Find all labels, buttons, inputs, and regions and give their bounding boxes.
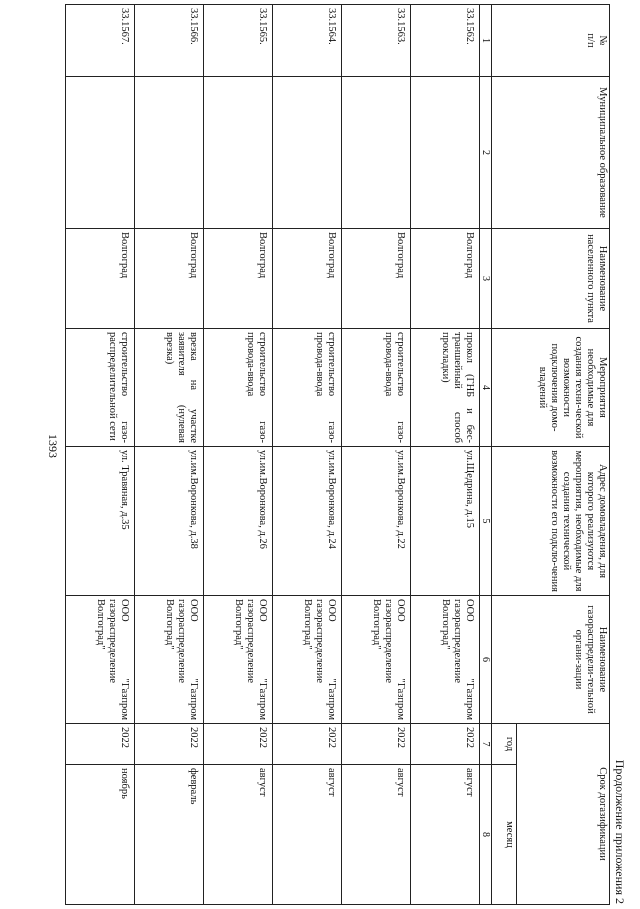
header-address: Адрес домовладения, для которого реализуются мероприятия, необходимые для создания технической возможности его подклю-чения	[492, 447, 610, 596]
header-term: Срок догазификации	[517, 724, 610, 905]
column-number: 7	[480, 724, 492, 765]
header-year: год	[492, 724, 517, 765]
year-cell: 2022	[204, 724, 273, 765]
measures-cell: строительство газо-распределительной сети	[66, 329, 135, 447]
gdo-cell: ООО "Газпром газораспределение Волгоград"	[342, 596, 411, 724]
column-number: 1	[480, 5, 492, 77]
row-number: 33.1567.	[66, 5, 135, 77]
gdo-cell: ООО "Газпром газораспределение Волгоград"	[135, 596, 204, 724]
rotated-page	[70, 4, 630, 909]
gdo-cell: ООО "Газпром газораспределение Волгоград"	[273, 596, 342, 724]
table-row	[66, 5, 135, 905]
gdo-cell: ООО "Газпром газораспределение Волгоград"	[204, 596, 273, 724]
row-number: 33.1564.	[273, 5, 342, 77]
address-cell: ул.Щедрина, д.15	[411, 447, 480, 596]
municipality-cell	[273, 77, 342, 229]
appendix-title: Продолжение приложения 2	[613, 759, 627, 904]
settlement-cell: Волгоград	[204, 229, 273, 329]
table-row	[204, 5, 273, 905]
column-number: 8	[480, 765, 492, 905]
measures-cell: врезка на участке заявителя (нулевая врезка)	[135, 329, 204, 447]
header-gdo: Наименование газораспредели-тельной органи-зации	[492, 596, 610, 724]
settlement-cell: Волгоград	[411, 229, 480, 329]
measures-cell: прокол (ГНБ и бес-траншейный способ прокладки)	[411, 329, 480, 447]
municipality-cell	[411, 77, 480, 229]
year-cell: 2022	[66, 724, 135, 765]
municipality-cell	[342, 77, 411, 229]
table-row	[135, 5, 204, 905]
row-number: 33.1562.	[411, 5, 480, 77]
month-cell: август	[342, 765, 411, 905]
gdo-cell: ООО "Газпром газораспределение Волгоград"	[411, 596, 480, 724]
address-cell: ул.им.Воронкова, д.38	[135, 447, 204, 596]
header-no: № п/п	[492, 5, 610, 77]
column-number-row	[480, 5, 492, 905]
table-row	[342, 5, 411, 905]
year-cell: 2022	[411, 724, 480, 765]
measures-cell: строительство газо-провода-ввода	[273, 329, 342, 447]
column-number: 6	[480, 596, 492, 724]
settlement-cell: Волгоград	[66, 229, 135, 329]
month-cell: август	[411, 765, 480, 905]
header-municipality: Муниципальное образование	[492, 77, 610, 229]
address-cell: ул.им.Воронкова, д.26	[204, 447, 273, 596]
column-number: 2	[480, 77, 492, 229]
address-cell: ул. Травяная, д.35	[66, 447, 135, 596]
month-cell: ноябрь	[66, 765, 135, 905]
gasification-table	[65, 4, 610, 905]
header-measures: Мероприятия необходимые для создания техни-ческой возможности подключения домо-владений	[492, 329, 610, 447]
row-number: 33.1565.	[204, 5, 273, 77]
row-number: 33.1563.	[342, 5, 411, 77]
municipality-cell	[204, 77, 273, 229]
page-number: 1393	[46, 434, 60, 458]
address-cell: ул.им.Воронкова, д.22	[342, 447, 411, 596]
column-number: 3	[480, 229, 492, 329]
year-cell: 2022	[273, 724, 342, 765]
gdo-cell: ООО "Газпром газораспределение Волгоград"	[66, 596, 135, 724]
settlement-cell: Волгоград	[342, 229, 411, 329]
month-cell: август	[204, 765, 273, 905]
header-row	[517, 5, 610, 905]
year-cell: 2022	[342, 724, 411, 765]
month-cell: февраль	[135, 765, 204, 905]
row-number: 33.1566.	[135, 5, 204, 77]
table-row	[273, 5, 342, 905]
municipality-cell	[66, 77, 135, 229]
month-cell: август	[273, 765, 342, 905]
settlement-cell: Волгоград	[135, 229, 204, 329]
column-number: 4	[480, 329, 492, 447]
measures-cell: строительство газо-провода-ввода	[342, 329, 411, 447]
header-settlement: Наименование населенного пункта	[492, 229, 610, 329]
settlement-cell: Волгоград	[273, 229, 342, 329]
column-number: 5	[480, 447, 492, 596]
year-cell: 2022	[135, 724, 204, 765]
table-row	[411, 5, 480, 905]
address-cell: ул.им.Воронкова, д.24	[273, 447, 342, 596]
municipality-cell	[135, 77, 204, 229]
measures-cell: строительство газо-провода-ввода	[204, 329, 273, 447]
header-month: месяц	[492, 765, 517, 905]
